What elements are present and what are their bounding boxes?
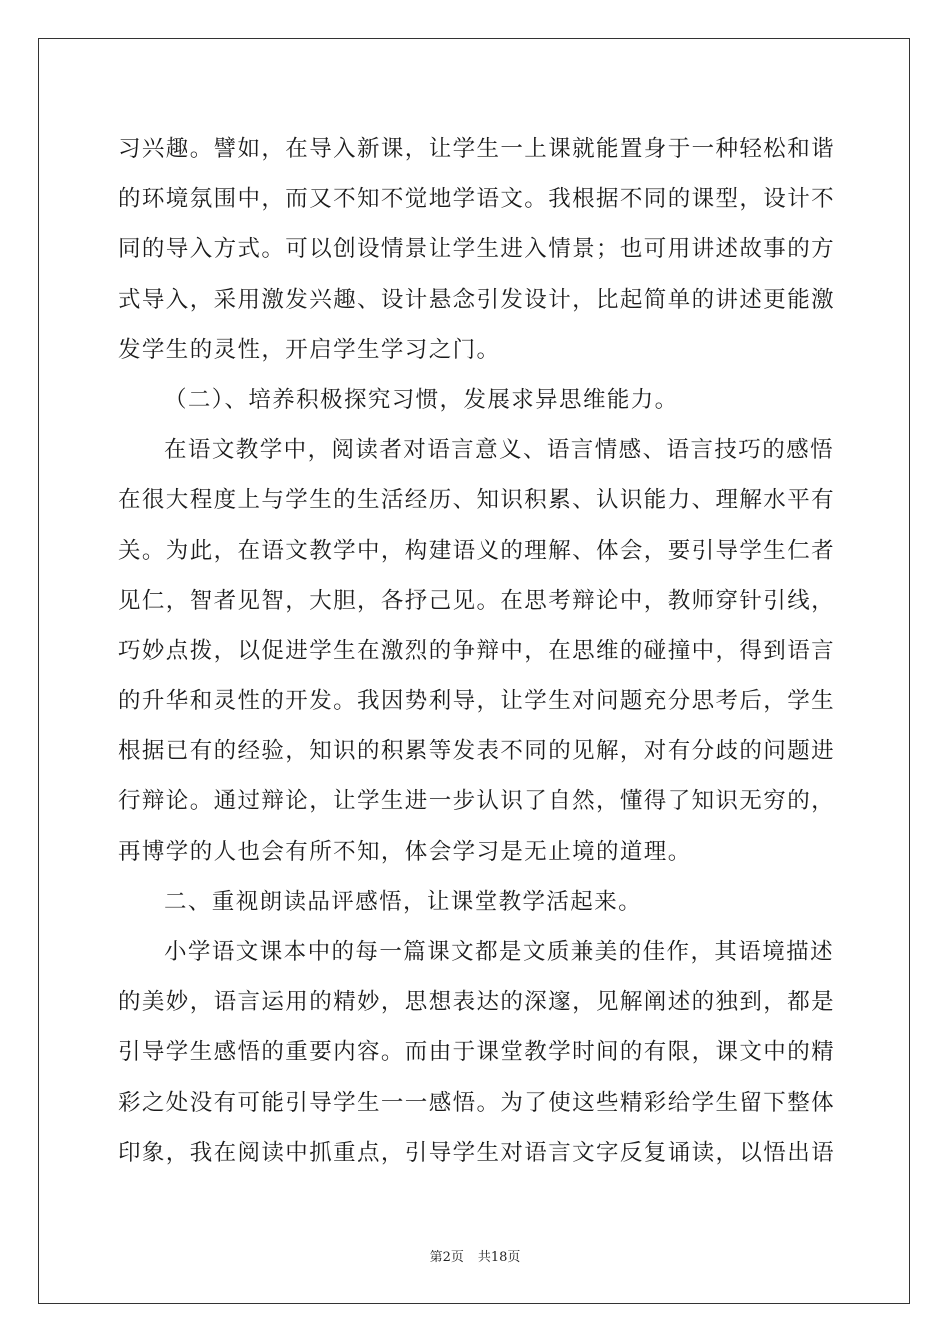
page-footer [0, 1246, 950, 1265]
text-line: 关。为此，在语文教学中，构建语义的理解、体会，要引导学生仁者 [118, 537, 836, 564]
text-line: 引导学生感悟的重要内容。而由于课堂教学时间的有限，课文中的精 [118, 1039, 836, 1066]
text-line: 的升华和灵性的开发。我因势利导，让学生对问题充分思考后，学生 [118, 688, 836, 715]
text-line: 式导入，采用激发兴趣、设计悬念引发设计，比起简单的讲述更能激 [118, 286, 836, 313]
text-line: 的美妙，语言运用的精妙，思想表达的深邃，见解阐述的独到，都是 [118, 989, 836, 1016]
text-line: 巧妙点拨，以促进学生在激烈的争辩中，在思维的碰撞中，得到语言 [118, 637, 836, 664]
text-line: 习兴趣。譬如，在导入新课，让学生一上课就能置身于一种轻松和谐 [118, 136, 836, 162]
page-number: 第2页 [429, 1250, 464, 1265]
text-line: 发学生的灵性，开启学生学习之门。 [118, 336, 501, 363]
text-line: 在语文教学中，阅读者对语言意义、语言情感、语言技巧的感悟 [164, 437, 834, 464]
text-line: 彩之处没有可能引导学生一一感悟。为了使这些精彩给学生留下整体 [118, 1089, 836, 1116]
text-line: 在很大程度上与学生的生活经历、知识积累、认识能力、理解水平有 [118, 487, 836, 514]
text-line: 再博学的人也会有所不知，体会学习是无止境的道理。 [118, 838, 692, 865]
page-total: 共18页 [477, 1250, 521, 1265]
text-line: 的环境氛围中，而又不知不觉地学语文。我根据不同的课型，设计不 [118, 186, 836, 213]
text-line: 根据已有的经验，知识的积累等发表不同的见解，对有分歧的问题进 [118, 738, 836, 765]
text-line: 小学语文课本中的每一篇课文都是文质兼美的佳作，其语境描述 [164, 939, 834, 965]
text-line: 印象，我在阅读中抓重点，引导学生对语言文字反复诵读，以悟出语 [118, 1139, 836, 1166]
section-heading: 二、重视朗读品评感悟，让课堂教学活起来。 [164, 888, 643, 915]
text-line: 见仁，智者见智，大胆，各抒己见。在思考辩论中，教师穿针引线， [118, 587, 836, 614]
section-heading: （二）、培养积极探究习惯，发展求异思维能力。 [164, 386, 679, 413]
document-body [118, 124, 834, 1178]
text-line: 同的导入方式。可以创设情景让学生进入情景；也可用讲述故事的方 [118, 236, 836, 263]
text-line: 行辩论。通过辩论，让学生进一步认识了自然，懂得了知识无穷的， [118, 788, 836, 815]
